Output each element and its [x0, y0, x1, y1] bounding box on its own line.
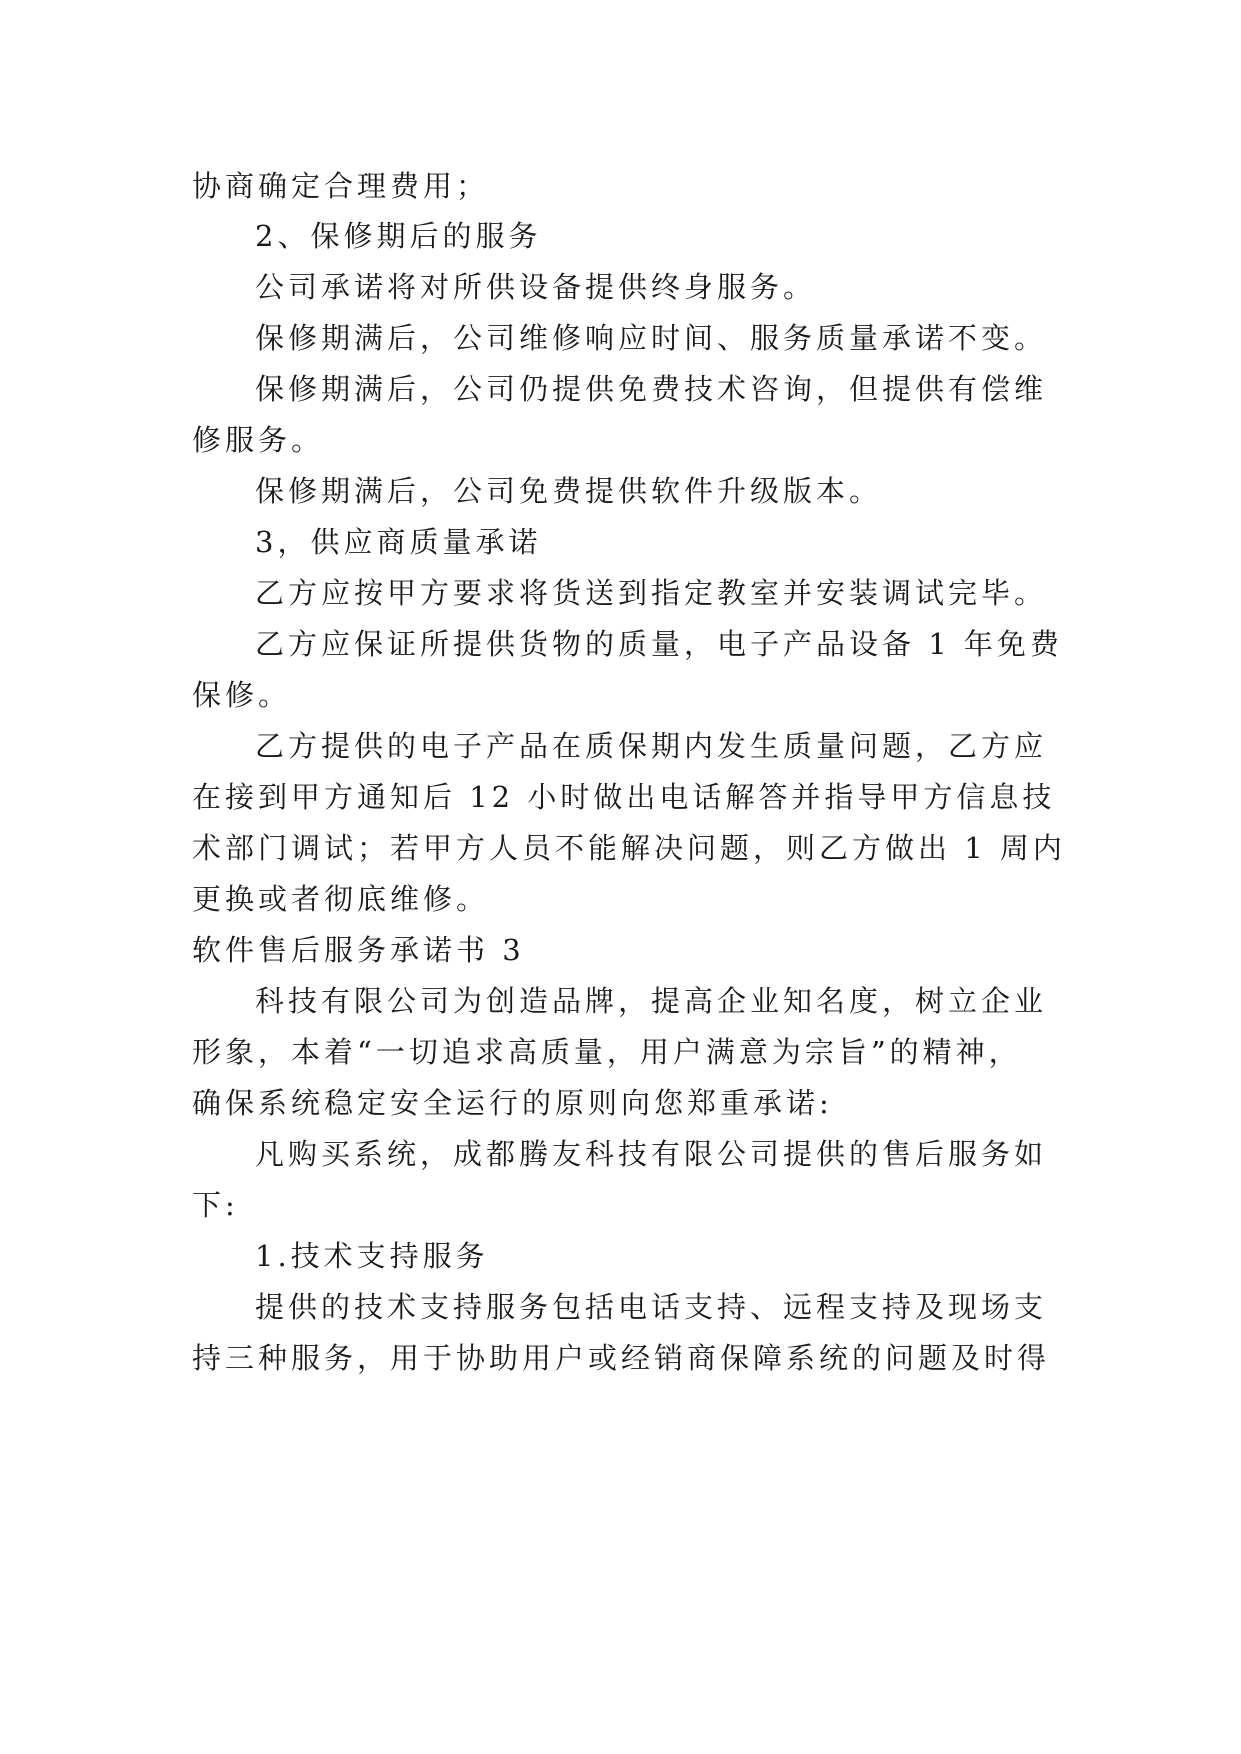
paragraph-line-18: 形象，本着“一切追求高质量，用户满意为宗旨”的精神， — [192, 1035, 1022, 1069]
paragraph-line-7: 保修期满后，公司免费提供软件升级版本。 — [255, 474, 883, 508]
section-heading-warranty-after: 2、保修期后的服务 — [255, 219, 542, 253]
paragraph-line-14: 术部门调试；若甲方人员不能解决问题，则乙方做出 1 周内 — [192, 831, 1066, 865]
paragraph-line-6: 修服务。 — [192, 423, 325, 457]
paragraph-line-19: 确保系统稳定安全运行的原则向您郑重承诺: — [192, 1086, 833, 1120]
paragraph-line-20: 凡购买系统，成都腾友科技有限公司提供的售后服务如 — [255, 1137, 1048, 1171]
paragraph-line-10: 乙方应保证所提供货物的质量，电子产品设备 1 年免费 — [255, 627, 1063, 661]
section-heading-tech-support: 1.技术支持服务 — [255, 1239, 489, 1273]
paragraph-line-24: 持三种服务，用于协助用户或经销商保障系统的问题及时得 — [192, 1341, 1051, 1375]
paragraph-line-5: 保修期满后，公司仍提供免费技术咨询，但提供有偿维 — [255, 372, 1048, 406]
paragraph-line-21: 下: — [192, 1188, 239, 1222]
paragraph-line-13: 在接到甲方通知后 12 小时做出电话解答并指导甲方信息技 — [192, 780, 1056, 814]
paragraph-line-17: 科技有限公司为创造品牌，提高企业知名度，树立企业 — [255, 984, 1048, 1018]
document-title: 软件售后服务承诺书 3 — [192, 933, 525, 967]
section-heading-supplier-quality: 3，供应商质量承诺 — [255, 525, 542, 559]
paragraph-line-12: 乙方提供的电子产品在质保期内发生质量问题，乙方应 — [255, 729, 1048, 763]
paragraph-line-3: 公司承诺将对所供设备提供终身服务。 — [255, 270, 817, 304]
paragraph-line-15: 更换或者彻底维修。 — [192, 882, 490, 916]
paragraph-line-9: 乙方应按甲方要求将货送到指定教室并安装调试完毕。 — [255, 576, 1048, 610]
paragraph-line-11: 保修。 — [192, 678, 292, 712]
paragraph-line-1: 协商确定合理费用； — [192, 169, 490, 203]
paragraph-line-4: 保修期满后，公司维修响应时间、服务质量承诺不变。 — [255, 321, 1048, 355]
paragraph-line-23: 提供的技术支持服务包括电话支持、远程支持及现场支 — [255, 1290, 1048, 1324]
